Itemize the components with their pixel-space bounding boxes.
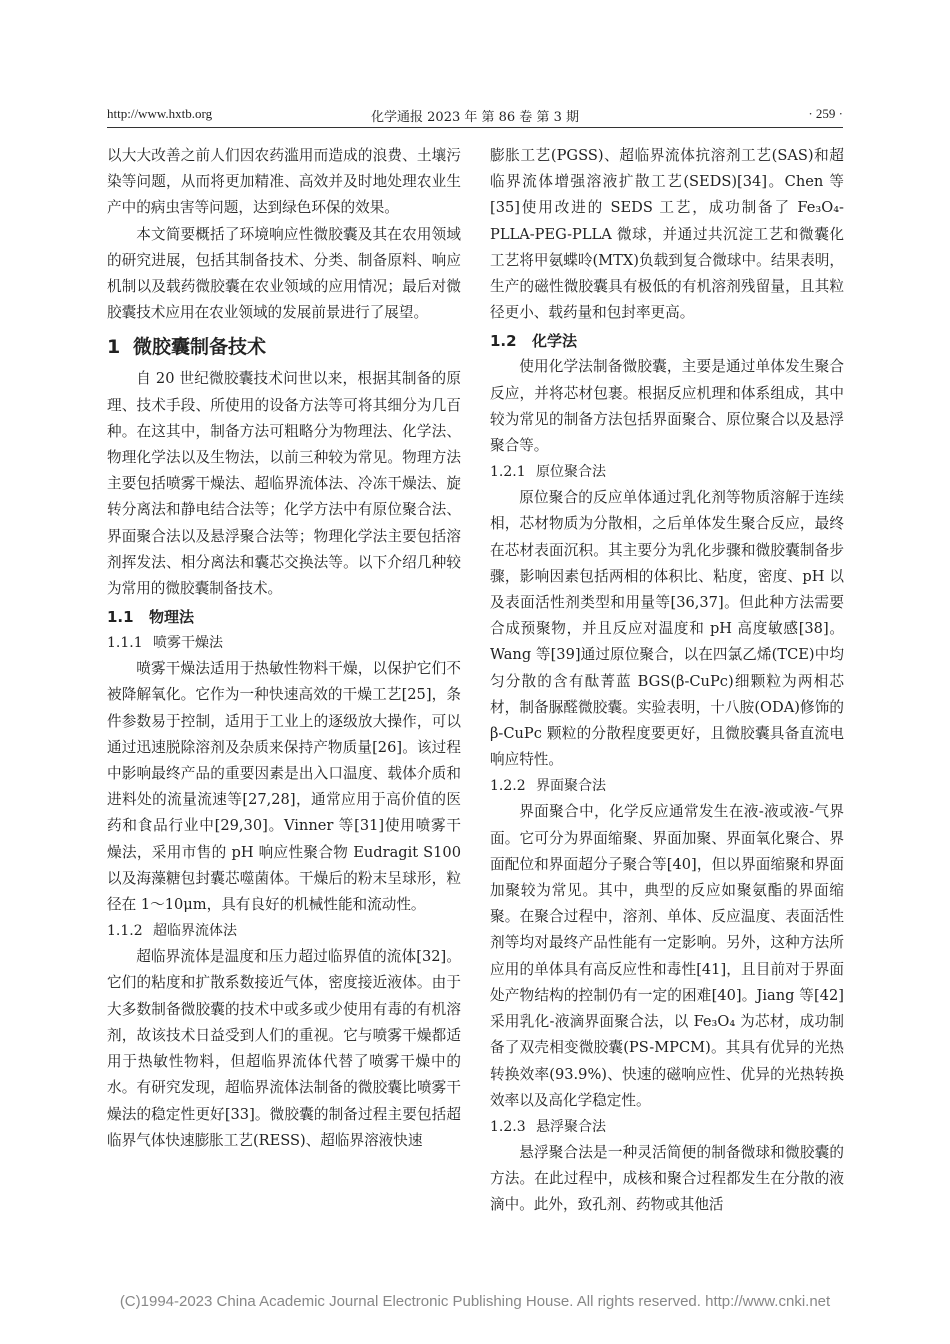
subsection-number: 1.1 — [107, 608, 134, 627]
section-heading — [107, 334, 461, 360]
paragraph: 本文简要概括了环境响应性微胶囊及其在农用领域的研究进展，包括其制备技术、分类、制备原料、响应机制以及载药微胶囊在农业领域的应用情况；最后对微胶囊技术应用在农业领域的发展前景进行了展望。 — [107, 225, 461, 322]
subsubsection-number: 1.2.2 — [490, 778, 526, 795]
paragraph: 膨胀工艺(PGSS)、超临界流体抗溶剂工艺(SAS)和超临界流体增强溶液扩散工艺(SEDS)[34]。Chen 等[35]使用改进的 SEDS 工艺，成功制备了 Fe₃O₄-PLLA-PEG-PLLA 微球，并通过共沉淀工艺和微囊化工艺将甲氨蝶呤(MTX)负载到复合微球中。结果表明，生产的磁性微胶囊具有极低的有机溶剂残留量，且其粒径更小、载药量和包封率更高。 — [490, 147, 844, 322]
subsubsection-heading — [107, 918, 461, 944]
paragraph: 原位聚合的反应单体通过乳化剂等物质溶解于连续相，芯材物质为分散相，之后单体发生聚合反应，最终在芯材表面沉积。其主要分为乳化步骤和微胶囊制备步骤，影响因素包括两相的体积比、粘度，密度、pH 以及表面活性剂类型和用量等[36,37]。但此种方法需要合成预聚物，并且反应对温度和 pH 高度敏感[38]。Wang 等[39]通过原位聚合，以在四氯乙烯(TCE)中均匀分散的含有酞菁蓝 BGS(β-CuPc)细颗粒为两相芯材，制备脲醛微胶囊。实验表明，十八胺(ODA)修饰的 β-CuPc 颗粒的分散程度要更好，且微胶囊具备直流电响应特性。 — [490, 489, 844, 769]
subsubsection-number: 1.1.1 — [107, 635, 143, 652]
page-number: · 259 · — [808, 106, 843, 121]
subsubsection-number: 1.1.2 — [107, 923, 143, 940]
section-number: 1 — [107, 336, 121, 359]
subsubsection-title: 原位聚合法 — [536, 464, 606, 481]
paragraph: 超临界流体是温度和压力超过临界值的流体[32]。它们的粘度和扩散系数接近气体，密度接近液体。由于大多数制备微胶囊的技术中或多或少使用有毒的有机溶剂，故该技术日益受到人们的重视。它与喷雾干燥都适用于热敏性物料，但超临界流体代替了喷雾干燥中的水。有研究发现，超临界流体法制备的微胶囊比喷雾干燥法的稳定性更好[33]。微胶囊的制备过程主要包括超临界气体快速膨胀工艺(RESS)、超临界溶液快速 — [107, 948, 461, 1149]
subsubsection-number: 1.2.1 — [490, 464, 526, 481]
paragraph: 使用化学法制备微胶囊，主要是通过单体发生聚合反应，并将芯材包裹。根据反应机理和体系组成，其中较为常见的制备方法包括界面聚合、原位聚合以及悬浮聚合等。 — [490, 358, 844, 455]
paragraph: 悬浮聚合法是一种灵活简便的制备微球和微胶囊的方法。在此过程中，成核和聚合过程都发生在分散的液滴中。此外，致孔剂、药物或其他活 — [490, 1143, 844, 1214]
paragraph: 自 20 世纪微胶囊技术问世以来，根据其制备的原理、技术手段、所使用的设备方法等可将其细分为几百种。在这其中，制备方法可粗略分为物理法、化学法、物理化学法以及生物法，以前三种较为常见。物理方法主要包括喷雾干燥法、超临界流体法、冷冻干燥法、旋转分离法和静电结合法等；化学方法中有原位聚合法、界面聚合法以及悬浮聚合法等；物理化学法主要包括溶剂挥发法、相分离法和囊芯交换法等。以下介绍几种较为常用的微胶囊制备技术。 — [107, 370, 461, 598]
left-column — [107, 143, 461, 1154]
subsubsection-title: 界面聚合法 — [536, 778, 606, 795]
section-title: 微胶囊制备技术 — [133, 336, 267, 359]
subsection-title: 物理法 — [149, 608, 195, 627]
subsubsection-heading — [490, 459, 844, 485]
paragraph: 以大大改善之前人们因农药滥用而造成的浪费、土壤污染等问题，从而将更加精准、高效并及时地处理农业生产中的病虫害等问题，达到绿色环保的效果。 — [107, 147, 461, 217]
subsection-title: 化学法 — [532, 332, 578, 351]
journal-url[interactable]: http://www.hxtb.org — [107, 106, 213, 121]
paragraph: 喷雾干燥法适用于热敏性物料干燥，以保护它们不被降解氧化。它作为一种快速高效的干燥工艺[25]，条件参数易于控制，适用于工业上的逐级放大操作，可以通过迅速脱除溶剂及杂质来保持产物质量[26]。该过程中影响最终产品的重要因素是出入口温度、载体介质和进料处的流量流速等[27,28]，通常应用于高价值的医药和食品行业中[29,30]。Vinner 等[31]使用喷雾干燥法，采用市售的 pH 响应性聚合物 Eudragit S100 以及海藻糖包封囊芯噬菌体。干燥后的粉末呈球形，粒径在 1～10μm，具有良好的机械性能和流动性。 — [107, 660, 461, 914]
subsubsection-heading — [107, 630, 461, 656]
journal-issue: 化学通报 2023 年 第 86 卷 第 3 期 — [371, 110, 579, 125]
subsection-heading — [490, 328, 844, 354]
subsubsection-title: 悬浮聚合法 — [536, 1118, 606, 1135]
running-header — [107, 103, 843, 128]
subsubsection-number: 1.2.3 — [490, 1118, 526, 1135]
right-column — [490, 143, 844, 1219]
paragraph: 界面聚合中，化学反应通常发生在液-液或液-气界面。它可分为界面缩聚、界面加聚、界面氧化聚合、界面配位和界面超分子聚合等[40]，但以界面缩聚和界面加聚较为常见。其中，典型的反应如聚氨酯的界面缩聚。在聚合过程中，溶剂、单体、反应温度、表面活性剂等均对最终产品性能有一定影响。另外，这种方法所应用的单体具有高反应性和毒性[41]，且目前对于界面处产物结构的控制仍有一定的困难[40]。Jiang 等[42]采用乳化-液滴界面聚合法，以 Fe₃O₄ 为芯材，成功制备了双壳相变微胶囊(PS-MPCM)。其具有优异的光热转换效率(93.9%)、快速的磁响应性、优异的光热转换效率以及高化学稳定性。 — [490, 803, 844, 1109]
copyright-footer: (C)1994-2023 China Academic Journal Electronic Publishing House. All rights reserved. http://www.cnki.net — [119, 1293, 831, 1310]
subsection-number: 1.2 — [490, 332, 517, 351]
subsubsection-title: 超临界流体法 — [153, 923, 237, 940]
subsubsection-title: 喷雾干燥法 — [153, 635, 223, 652]
subsubsection-heading — [490, 1114, 844, 1140]
subsubsection-heading — [490, 773, 844, 799]
subsection-heading — [107, 604, 461, 630]
